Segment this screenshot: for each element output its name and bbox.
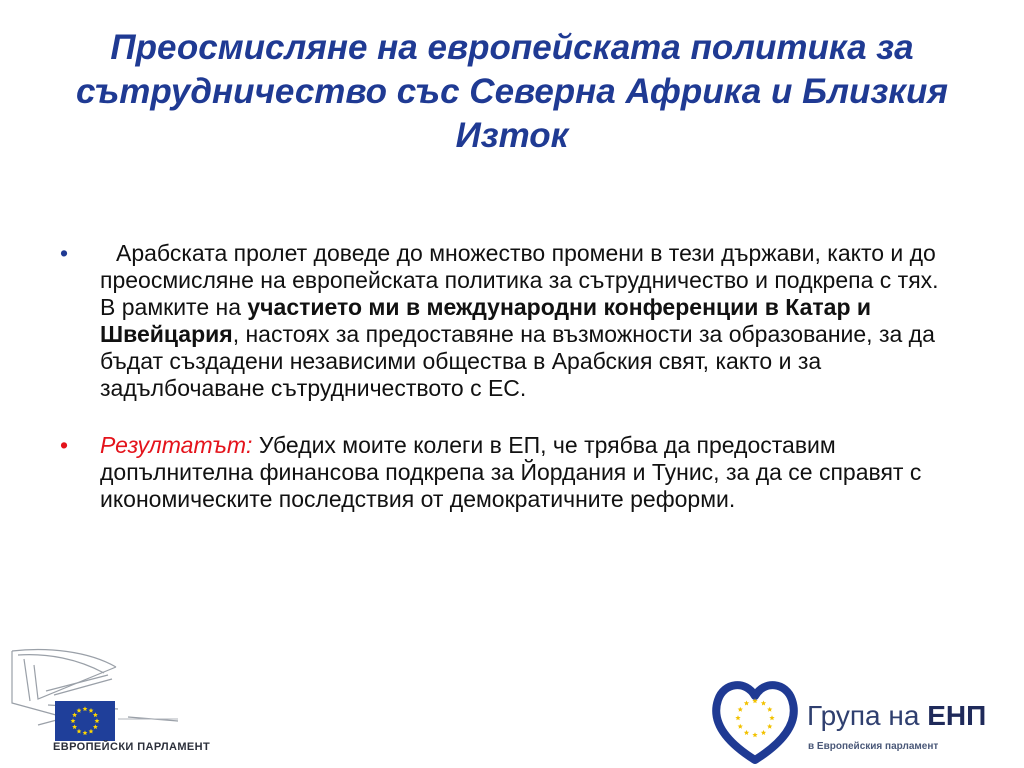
epp-title-regular: Група на xyxy=(807,700,928,731)
bullet-item-result xyxy=(60,432,960,513)
epp-group-title xyxy=(807,700,986,732)
star-icon xyxy=(744,730,749,735)
bullet-text-part1: Арабската пролет доведе до множество промени в тези държави, както и до преосмисляне на европейската политика за сътрудничество и подкрепа с тях. В рамките на xyxy=(100,240,939,320)
bullet-text-bold: участието ми в международни конференции в Катар и Швейцария xyxy=(100,294,872,347)
slide-title: Преосмисляне на европейската политика за сътрудничество със Северна Африка и Близкия Изток xyxy=(75,28,949,155)
bullet-list xyxy=(60,240,960,513)
star-icon xyxy=(769,715,774,720)
star-icon xyxy=(738,707,743,712)
star-icon xyxy=(761,700,766,705)
star-icon xyxy=(761,730,766,735)
bullet-item-arab-spring xyxy=(60,240,960,402)
result-label: Резултатът: xyxy=(100,432,253,458)
bullet-marker: • xyxy=(60,432,69,458)
epp-title-bold: ЕНП xyxy=(927,700,987,731)
star-icon xyxy=(744,700,749,705)
ep-logo-text: ЕВРОПЕЙСКИ ПАРЛАМЕНТ xyxy=(53,741,211,753)
star-icon xyxy=(738,724,743,729)
star-icon xyxy=(735,715,740,720)
epp-stars-icon xyxy=(735,698,774,737)
heart-icon xyxy=(716,685,794,760)
star-icon xyxy=(767,724,772,729)
epp-group-subtitle: в Европейския парламент xyxy=(808,741,939,752)
star-icon xyxy=(767,707,772,712)
bullet-marker: • xyxy=(60,240,69,266)
result-text: Убедих моите колеги в ЕП, че трябва да предоставим допълнителна финансова подкрепа за Йордания и Тунис, за да се справят с икономическите последствия от демократичните реформи. xyxy=(100,432,922,512)
bullet-text-part2: , настоях за предоставяне на възможности за образование, за да бъдат създадени независими общества в Арабския свят, както и за задълбочаване сътрудничеството с ЕС. xyxy=(100,321,935,401)
star-icon xyxy=(752,732,757,737)
